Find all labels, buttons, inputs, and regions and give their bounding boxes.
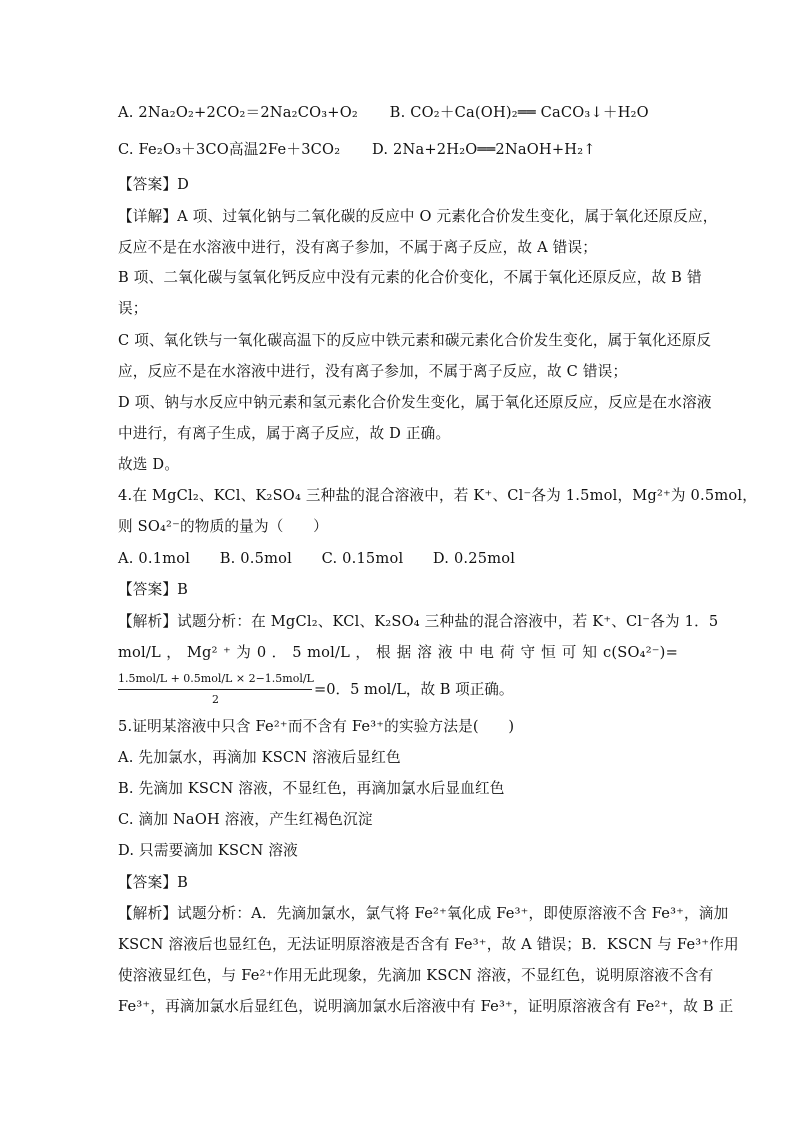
q3-detail-line: 故选 D。 (118, 456, 180, 473)
q5-analysis-line: KSCN 溶液后也显红色，无法证明原溶液是否含有 Fe³⁺，故 A 错误；B．KSCN 与 Fe³⁺作用 (118, 936, 739, 953)
q5-analysis-line: Fe³⁺，再滴加氯水后显红色，说明滴加氯水后溶液中有 Fe³⁺，证明原溶液含有 Fe²⁺，故 B 正 (118, 998, 734, 1015)
q4-stem-line-1: 4.在 MgCl₂、KCl、K₂SO₄ 三种盐的混合溶液中，若 K⁺、Cl⁻各为 1.5mol，Mg²⁺为 0.5mol， (118, 487, 758, 504)
q4-analysis-line-2: mol/L ， Mg² ⁺ 为 0 ． 5 mol/L ， 根 据 溶 液 中 电 荷 守 恒 可 知 c(SO₄²⁻)= (118, 644, 678, 661)
q3-detail-line: 反应不是在水溶液中进行，没有离子参加，不属于离子反应，故 A 错误； (118, 239, 598, 256)
q5-option-c: C. 滴加 NaOH 溶液，产生红褐色沉淀 (118, 811, 373, 828)
q4-options: A. 0.1mol B. 0.5mol C. 0.15mol D. 0.25mol (118, 550, 516, 567)
q5-analysis-line: 【解析】试题分析：A．先滴加氯水，氯气将 Fe²⁺氧化成 Fe³⁺，即使原溶液不含 Fe³⁺，滴加 (118, 905, 729, 922)
q3-options-line-2 (118, 140, 678, 160)
q3-options-line-1 (118, 103, 678, 123)
q4-analysis-conclusion: =0．5 mol/L，故 B 项正确。 (314, 681, 514, 698)
q3-option-a: A. 2Na₂O₂+2CO₂＝2Na₂CO₃+O₂ (118, 104, 358, 121)
q3-detail-line: C 项、氧化铁与一氧化碳高温下的反应中铁元素和碳元素化合价发生变化，属于氧化还原反 (118, 332, 712, 349)
q3-option-c: C. Fe₂O₃＋3CO高温2Fe＋3CO₂ (118, 141, 341, 158)
q4-analysis-line-1: 【解析】试题分析：在 MgCl₂、KCl、K₂SO₄ 三种盐的混合溶液中，若 K⁺、Cl⁻各为 1．5 (118, 613, 719, 630)
q3-answer: 【答案】D (118, 176, 190, 193)
fraction-denominator: 2 (212, 693, 219, 706)
q3-option-b: B. CO₂＋Ca(OH)₂══ CaCO₃↓＋H₂O (389, 104, 649, 121)
q5-option-d: D. 只需要滴加 KSCN 溶液 (118, 842, 298, 859)
q4-stem-line-2: 则 SO₄²⁻的物质的量为（ ） (118, 518, 328, 535)
q5-answer: 【答案】B (118, 874, 189, 891)
q3-detail-line: 应，反应不是在水溶液中进行，没有离子参加，不属于离子反应，故 C 错误； (118, 363, 628, 380)
q3-option-d: D. 2Na+2H₂O══2NaOH+H₂↑ (371, 141, 596, 158)
q5-option-b: B. 先滴加 KSCN 溶液，不显红色，再滴加氯水后显血红色 (118, 780, 505, 797)
q4-answer: 【答案】B (118, 581, 189, 598)
q3-detail-line: 【详解】A 项、过氧化钠与二氧化碳的反应中 O 元素化合价发生变化，属于氧化还原反应， (118, 208, 718, 225)
charge-balance-fraction (118, 670, 313, 712)
fraction-numerator: 1.5mol/L + 0.5mol/L × 2−1.5mol/L (118, 672, 314, 685)
q5-stem: 5.证明某溶液中只含 Fe²⁺而不含有 Fe³⁺的实验方法是( ) (118, 718, 515, 735)
q3-detail-line: B 项、二氧化碳与氢氧化钙反应中没有元素的化合价变化，不属于氧化还原反应，故 B 错 (118, 269, 702, 286)
q3-detail-line: 误； (118, 300, 148, 317)
q3-detail-line: D 项、钠与水反应中钠元素和氢元素化合价发生变化，属于氧化还原反应，反应是在水溶液 (118, 394, 712, 411)
q3-detail-line: 中进行，有离子生成，属于离子反应，故 D 正确。 (118, 425, 451, 442)
q5-option-a: A. 先加氯水，再滴加 KSCN 溶液后显红色 (118, 749, 401, 766)
q5-analysis-line: 使溶液显红色，与 Fe²⁺作用无此现象，先滴加 KSCN 溶液，不显红色，说明原溶液不含有 (118, 967, 714, 984)
fraction-bar (118, 689, 312, 690)
